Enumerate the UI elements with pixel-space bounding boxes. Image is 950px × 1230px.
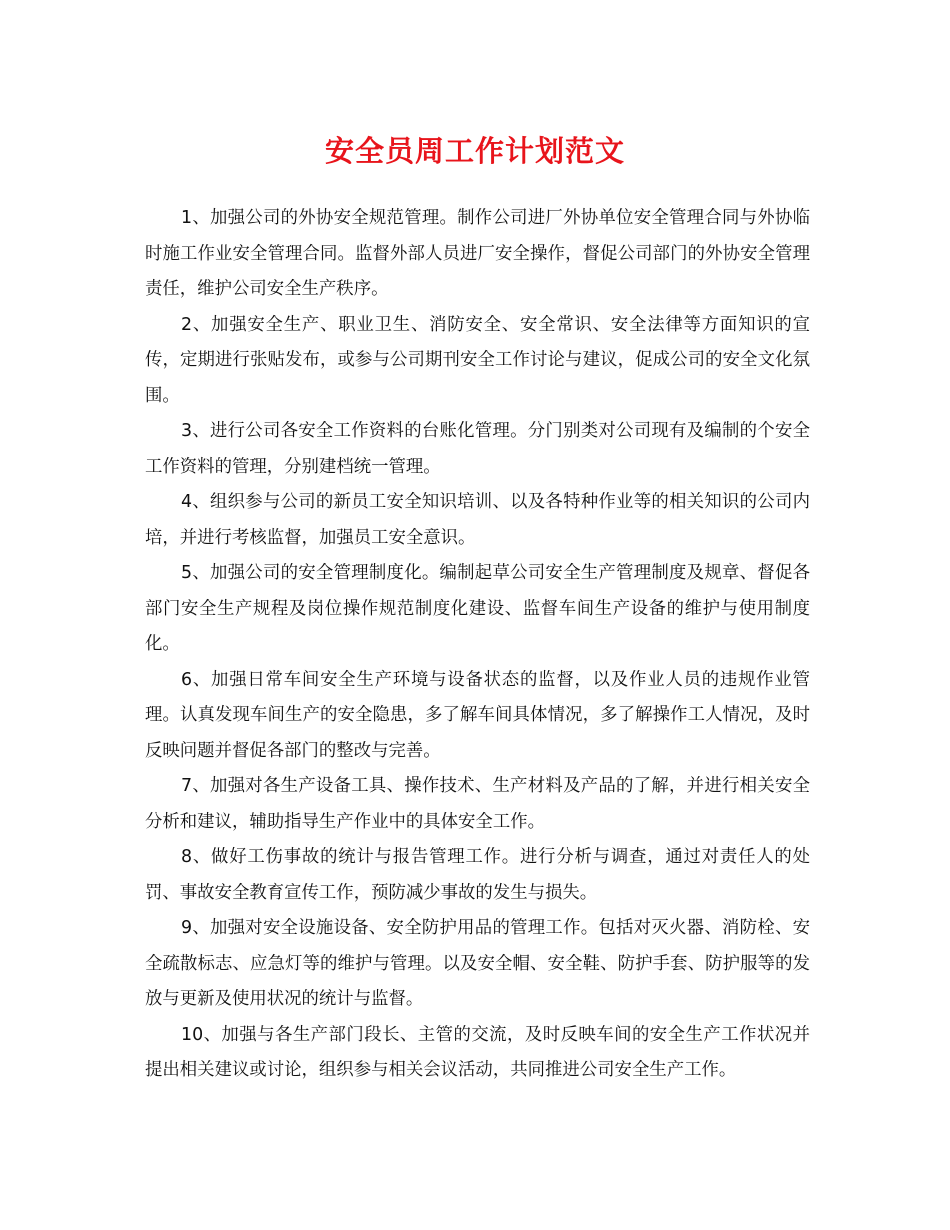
paragraph-4: 4、组织参与公司的新员工安全知识培训、以及各特种作业等的相关知识的公司内培，并进行考核监督，加强员工安全意识。 (145, 492, 810, 548)
paragraph-8: 8、做好工伤事故的统计与报告管理工作。进行分析与调查，通过对责任人的处罚、事故安全教育宣传工作，预防减少事故的发生与损失。 (145, 847, 810, 903)
paragraph-9: 9、加强对安全设施设备、安全防护用品的管理工作。包括对灭火器、消防栓、安全疏散标志、应急灯等的维护与管理。以及安全帽、安全鞋、防护手套、防护服等的发放与更新及使用状况的统计与监督。 (145, 918, 810, 1009)
paragraph-6: 6、加强日常车间安全生产环境与设备状态的监督，以及作业人员的违规作业管理。认真发现车间生产的安全隐患，多了解车间具体情况，多了解操作工人情况，及时反映问题并督促各部门的整改与完善。 (145, 669, 810, 761)
paragraph-7: 7、加强对各生产设备工具、操作技术、生产材料及产品的了解，并进行相关安全分析和建议，辅助指导生产作业中的具体安全工作。 (145, 776, 810, 832)
paragraph-10: 10、加强与各生产部门段长、主管的交流，及时反映车间的安全生产工作状况并提出相关建议或讨论，组织参与相关会议活动，共同推进公司安全生产工作。 (145, 1024, 810, 1080)
document-body (145, 201, 810, 1089)
paragraph-2: 2、加强安全生产、职业卫生、消防安全、安全常识、安全法律等方面知识的宣传，定期进行张贴发布，或参与公司期刊安全工作讨论与建议，促成公司的安全文化氛围。 (145, 314, 810, 406)
paragraph-1: 1、加强公司的外协安全规范管理。制作公司进厂外协单位安全管理合同与外协临时施工作业安全管理合同。监督外部人员进厂安全操作，督促公司部门的外协安全管理责任，维护公司安全生产秩序。 (145, 208, 810, 299)
paragraph-5: 5、加强公司的安全管理制度化。编制起草公司安全生产管理制度及规章、督促各部门安全生产规程及岗位操作规范制度化建设、监督车间生产设备的维护与使用制度化。 (145, 563, 810, 654)
paragraph-3: 3、进行公司各安全工作资料的台账化管理。分门别类对公司现有及编制的个安全工作资料的管理，分别建档统一管理。 (145, 421, 810, 477)
document-title: 安全员周工作计划范文 (324, 134, 625, 168)
